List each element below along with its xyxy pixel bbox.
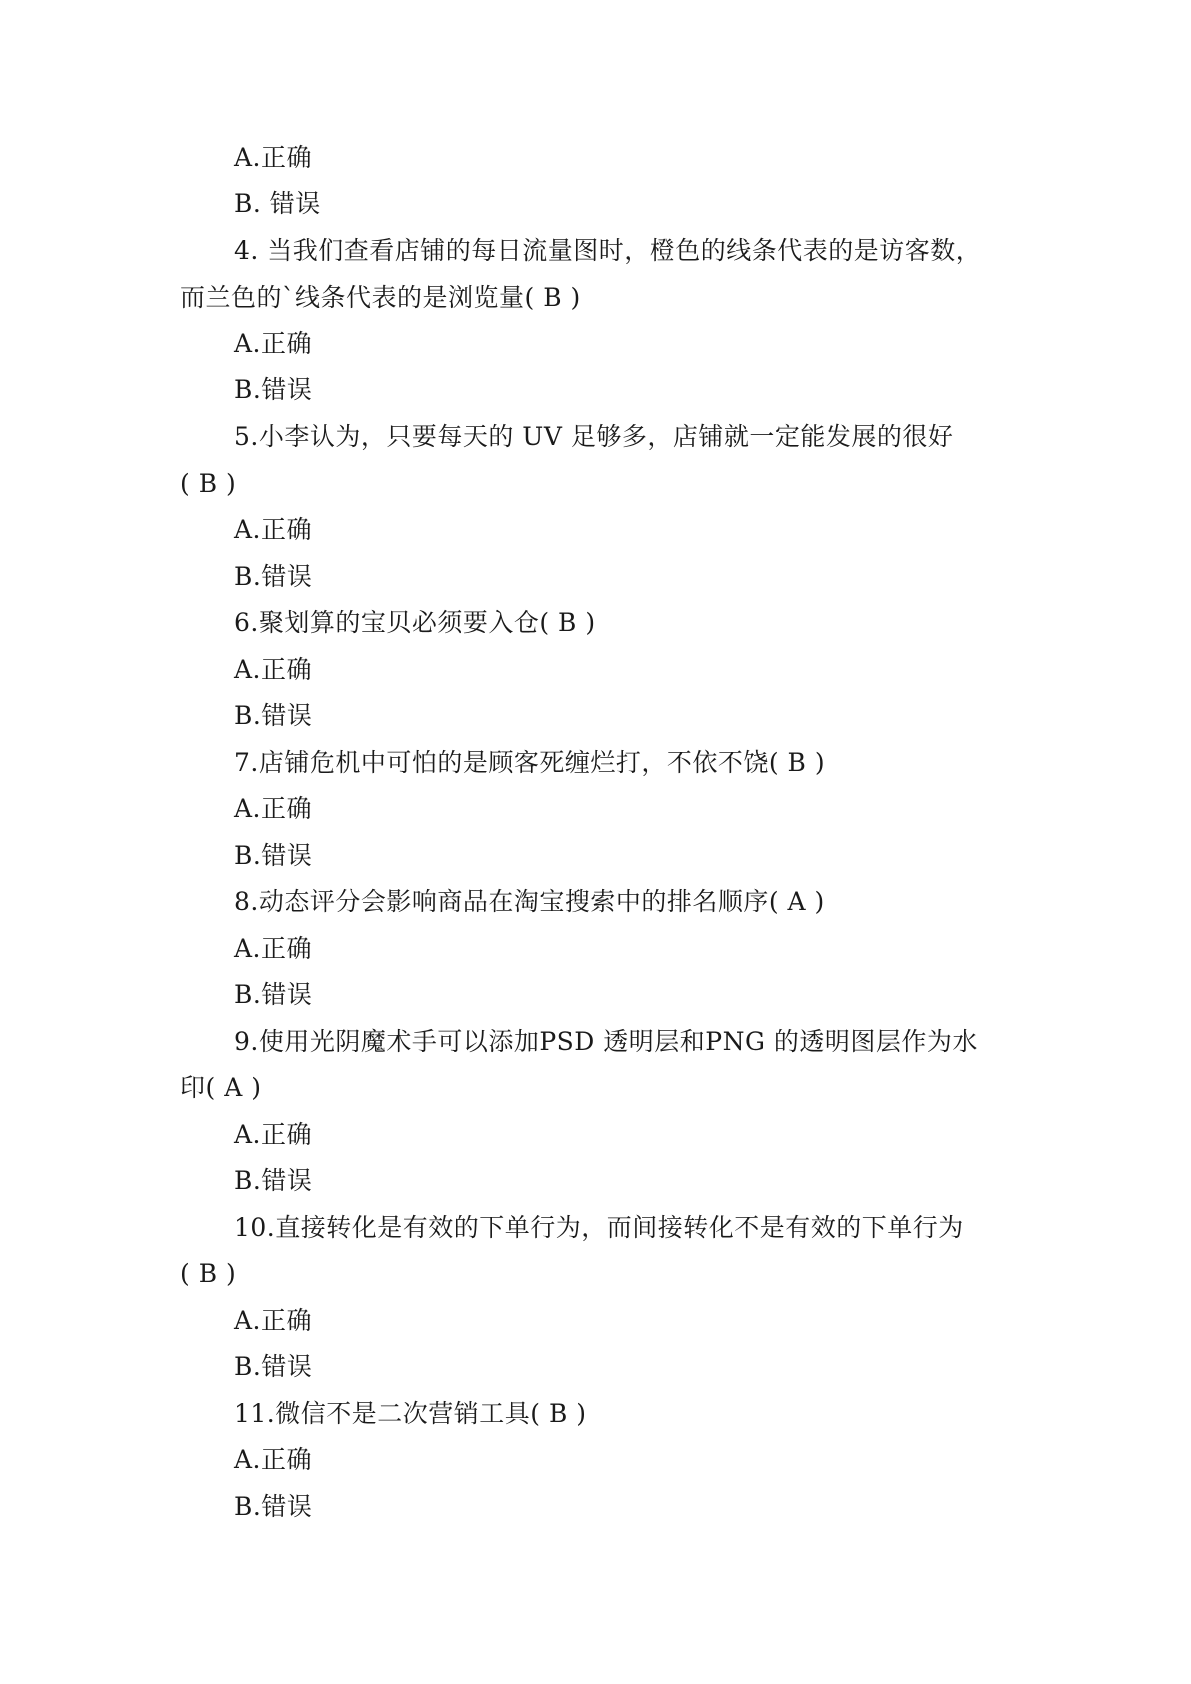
question-4-continued: 而兰色的`线条代表的是浏览量( B ) xyxy=(180,283,581,312)
option-b: B.错误 xyxy=(234,1352,313,1381)
option-b: B. 错误 xyxy=(234,189,321,218)
option-a: A.正确 xyxy=(234,934,313,963)
option-a: A.正确 xyxy=(234,329,313,358)
option-b: B.错误 xyxy=(234,375,313,404)
question-10-continued: ( B ) xyxy=(180,1259,237,1288)
question-10: 10.直接转化是有效的下单行为，而间接转化不是有效的下单行为 xyxy=(234,1213,964,1242)
question-8: 8.动态评分会影响商品在淘宝搜索中的排名顺序( A ) xyxy=(234,887,825,916)
question-9-continued: 印( A ) xyxy=(180,1073,262,1102)
question-9: 9.使用光阴魔术手可以添加PSD 透明层和PNG 的透明图层作为水 xyxy=(234,1027,978,1056)
option-b: B.错误 xyxy=(234,841,313,870)
option-b: B.错误 xyxy=(234,1166,313,1195)
option-b: B.错误 xyxy=(234,980,313,1009)
option-b: B.错误 xyxy=(234,701,313,730)
option-a: A.正确 xyxy=(234,655,313,684)
option-b: B.错误 xyxy=(234,1492,313,1521)
option-a: A.正确 xyxy=(234,1306,313,1335)
question-6: 6.聚划算的宝贝必须要入仓( B ) xyxy=(234,608,596,637)
option-a: A.正确 xyxy=(234,143,313,172)
option-a: A.正确 xyxy=(234,1445,313,1474)
option-a: A.正确 xyxy=(234,1120,313,1149)
question-4: 4. 当我们查看店铺的每日流量图时，橙色的线条代表的是访客数， xyxy=(234,236,982,265)
question-5: 5.小李认为，只要每天的 UV 足够多，店铺就一定能发展的很好 xyxy=(234,422,954,451)
option-a: A.正确 xyxy=(234,515,313,544)
option-a: A.正确 xyxy=(234,794,313,823)
question-7: 7.店铺危机中可怕的是顾客死缠烂打，不依不饶( B ) xyxy=(234,748,826,777)
question-5-continued: ( B ) xyxy=(180,469,237,498)
question-11: 11.微信不是二次营销工具( B ) xyxy=(234,1399,587,1428)
option-b: B.错误 xyxy=(234,562,313,591)
